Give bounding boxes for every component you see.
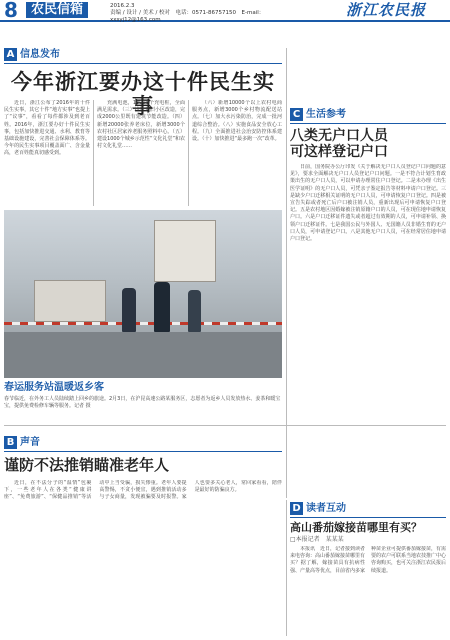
photo-caption: 春节临近，在外务工人员陆续踏上回乡的旅途。2月3日，在沪昆高速公路某服务区，志愿者为返乡人员发放热水、姜茶和暖宝宝，提供免费检修车辆等服务。记者 摄 xyxy=(4,396,281,409)
section-d-label: 读者互动 xyxy=(306,503,346,514)
column-divider xyxy=(93,100,94,206)
section-a-column-1: 近日，浙江公布了2016年的十件民生实事，其它十件“地方实事”也提上了“议事”，看看了每件都涉及到老百姓。2016年，浙江要办好十件民生实事，包括加快推进交通、水利、教育等基础设施建设，完善社会保障体系等。今年的民生实事项目覆盖面广、含金量高，老百姓能真切感受到。 xyxy=(4,100,90,157)
column-divider xyxy=(286,48,287,498)
section-c-rule xyxy=(290,123,446,124)
section-a-label: 信息发布 xyxy=(20,49,60,60)
section-a-column-3: （六）新增10000个以上农村电商服务点，新增3000个乡村物流配送站点。（七）加大水污染防治，完成一批河道综合整治。（八）实施食品安全放心工程。（九）全面推进社会治安防控体系建设。（十）加快推进“最多跑一次”改革。 xyxy=(192,100,282,143)
section-b-badge: B xyxy=(4,436,17,449)
photo-caption-title: 春运服务站温暖返乡客 xyxy=(4,382,104,393)
section-a-headline: 今年浙江要办这十件民生实事 xyxy=(11,70,275,118)
section-b-label: 声音 xyxy=(20,437,40,448)
section-d-badge: D xyxy=(290,502,303,515)
section-a-badge: A xyxy=(4,48,17,61)
photo-barrier xyxy=(4,322,282,325)
section-divider xyxy=(4,425,446,426)
column-divider xyxy=(286,500,287,636)
section-a-column-2: 充满电池，10000个充电桩，全面满足需求。（三）推进老旧小区改造，完成2000公里既有建筑节能改造。（四）新增20000张养老床位，新增3000个农村社区居家养老服务照料中心。（五）建设1000个城乡示范性“文化礼堂”和农村文化礼堂…… xyxy=(97,100,185,150)
photo-person xyxy=(122,288,136,332)
section-b-body: 近日，在不法分子的“温情”包裹下，一些老年人在各类“健康讲座”、“免费旅游”、“保健品推销”等活动中上当受骗，损失惨重。老年人要提高警惕，不贪小便宜，遇到推销活动多与子女商量，发现被骗要及时报警。家人也要多关心老人，常回家看看，陪伴是最好的防骗良方。 xyxy=(4,480,282,501)
section-d-byline: □本报记者 某某某 xyxy=(290,536,344,543)
section-c-badge: C xyxy=(290,108,303,121)
newspaper-logo: 浙江农民报 xyxy=(346,1,427,19)
section-c-headline: 八类无户口人员 可这样登记户口 xyxy=(290,128,388,160)
photo-person xyxy=(154,282,170,332)
section-d-body: 本报讯 近日，记者接到读者来电咨询：高山番茄嫁接苗哪里有买？据了解，嫁接苗具有抗病性强、产量高等优点，目前省内多家种苗企业可提供番茄嫁接苗，有需要的农户可联系当地农技推广中心咨询购买，也可关注浙江农民报后续报道。 xyxy=(290,546,446,574)
page-number: 8 xyxy=(4,0,18,22)
section-d-rule xyxy=(290,517,446,518)
photo-booth xyxy=(34,280,106,322)
photo-building xyxy=(154,220,216,282)
column-name: 农民信箱 xyxy=(26,2,88,18)
section-a-rule xyxy=(4,63,282,64)
section-c-body: 日前，国务院办公厅印发《关于解决无户口人员登记户口问题的意见》，要求全面解决无户口人员登记户口问题。一是不符合计划生育政策出生的无户口人员，可以申请办理常住户口登记。二是未办理《出生医学证明》的无户口人员，可凭亲子鉴定报告等材料申请户口登记。三是缺少户口迁移相关证明的无户口人员，可申请恢复户口登记。四是被宣告失踪或者死亡后户口被注销人员，重新出现后可申请恢复户口登记。五是农村地区因婚嫁被注销原籍户口的人员，可在现住地申请恢复户口。六是户口迁移证件遗失或者超过有效期的人员，可申请补领、换领户口迁移证件。七是我国公民与外国人、无国籍人员非婚生育的无户口人员，可申请登记户口。八是其他无户口人员，可在经常居住地申请户口登记。 xyxy=(290,164,446,243)
section-b-rule xyxy=(4,451,282,452)
section-d-headline: 高山番茄嫁接苗哪里有买？ xyxy=(290,521,422,534)
photo-road xyxy=(4,332,282,378)
section-c-label: 生活参考 xyxy=(306,109,346,120)
news-photo xyxy=(4,210,282,378)
section-b-headline: 谨防不法推销瞄准老年人 xyxy=(4,456,170,474)
header-info: 2016.2.3 责编 / 设计 / 美术 / 校对 电话：0571-86757150 E-mail：xxsyj12@163.com xyxy=(110,3,265,23)
column-divider xyxy=(188,100,189,206)
photo-person xyxy=(188,290,201,332)
